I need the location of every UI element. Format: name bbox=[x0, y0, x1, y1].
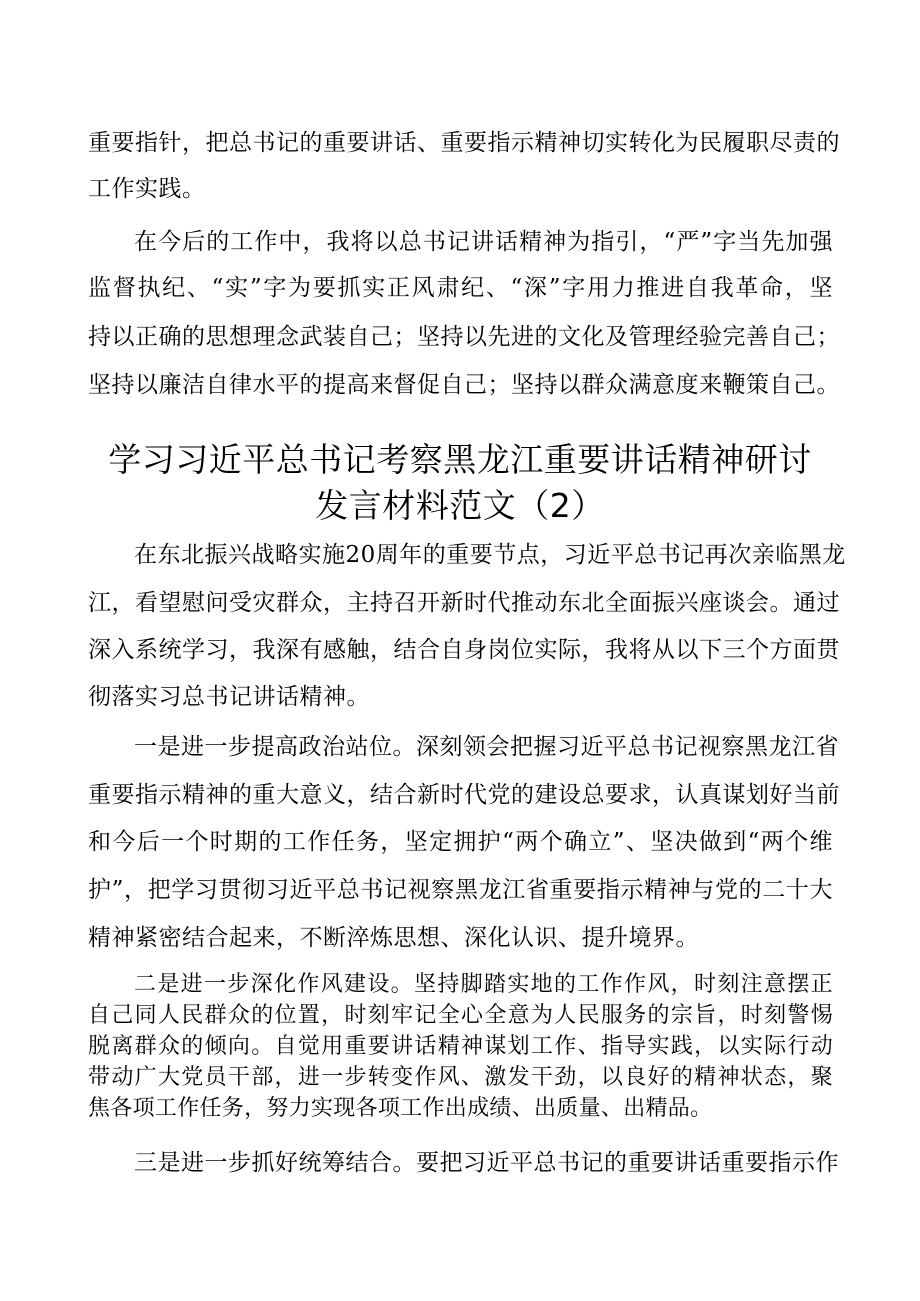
paragraph-line: 脱离群众的倾向。自觉用重要讲话精神谋划工作、指导实践，以实际行动 bbox=[88, 1034, 833, 1059]
paragraph-line: 和今后一个时期的工作任务，坚定拥护“两个确立”、坚决做到“两个维 bbox=[88, 829, 833, 855]
paragraph-line: 在今后的工作中，我将以总书记讲话精神为指引，“严”字当先加强 bbox=[134, 229, 833, 255]
paragraph-line: 精神紧密结合起来，不断淬炼思想、深化认识、提升境界。 bbox=[88, 925, 699, 951]
paragraph-line: 坚持以廉洁自律水平的提高来督促自己；坚持以群众满意度来鞭策自己。 bbox=[88, 372, 840, 398]
paragraph-line: 深入系统学习，我深有感触，结合自身岗位实际，我将从以下三个方面贯 bbox=[88, 637, 840, 663]
paragraph-line: 带动广大党员干部，进一步转变作风、激发干劲，以良好的精神状态，聚 bbox=[88, 1065, 833, 1090]
section-title-line-2: 发言材料范文（2） bbox=[315, 486, 605, 525]
section-title-line-1: 学习习近平总书记考察黑龙江重要讲话精神研讨 bbox=[108, 440, 812, 479]
paragraph-line: 一是进一步提高政治站位。深刻领会把握习近平总书记视察黑龙江省 bbox=[134, 734, 839, 760]
paragraph-line: 重要指示精神的重大意义，结合新时代党的建设总要求，认真谋划好当前 bbox=[88, 782, 840, 808]
paragraph-line: 彻落实习总书记讲话精神。 bbox=[88, 684, 370, 710]
paragraph-line: 江，看望慰问受灾群众，主持召开新时代推动东北全面振兴座谈会。通过 bbox=[88, 590, 840, 616]
paragraph-line: 二是进一步深化作风建设。坚持脚踏实地的工作作风，时刻注意摆正 bbox=[134, 972, 833, 997]
paragraph-line: 自己同人民群众的位置，时刻牢记全心全意为人民服务的宗旨，时刻警惕 bbox=[88, 1003, 833, 1028]
paragraph-line: 监督执纪、“实”字为要抓实正风肃纪、“深”字用力推进自我革命，坚 bbox=[88, 275, 833, 301]
paragraph-line: 持以正确的思想理念武装自己；坚持以先进的文化及管理经验完善自己； bbox=[88, 324, 840, 350]
paragraph-line: 三是进一步抓好统筹结合。要把习近平总书记的重要讲话重要指示作 bbox=[134, 1150, 839, 1176]
paragraph-line: 工作实践。 bbox=[88, 176, 206, 202]
paragraph-line: 在东北振兴战略实施20周年的重要节点，习近平总书记再次亲临黑龙 bbox=[134, 542, 846, 568]
paragraph-line: 护”，把学习贯彻习近平总书记视察黑龙江省重要指示精神与党的二十大 bbox=[88, 877, 833, 903]
paragraph-line: 焦各项工作任务，努力实现各项工作出成绩、出质量、出精品。 bbox=[88, 1096, 713, 1121]
paragraph-line: 重要指针，把总书记的重要讲话、重要指示精神切实转化为民履职尽责的 bbox=[88, 130, 840, 156]
